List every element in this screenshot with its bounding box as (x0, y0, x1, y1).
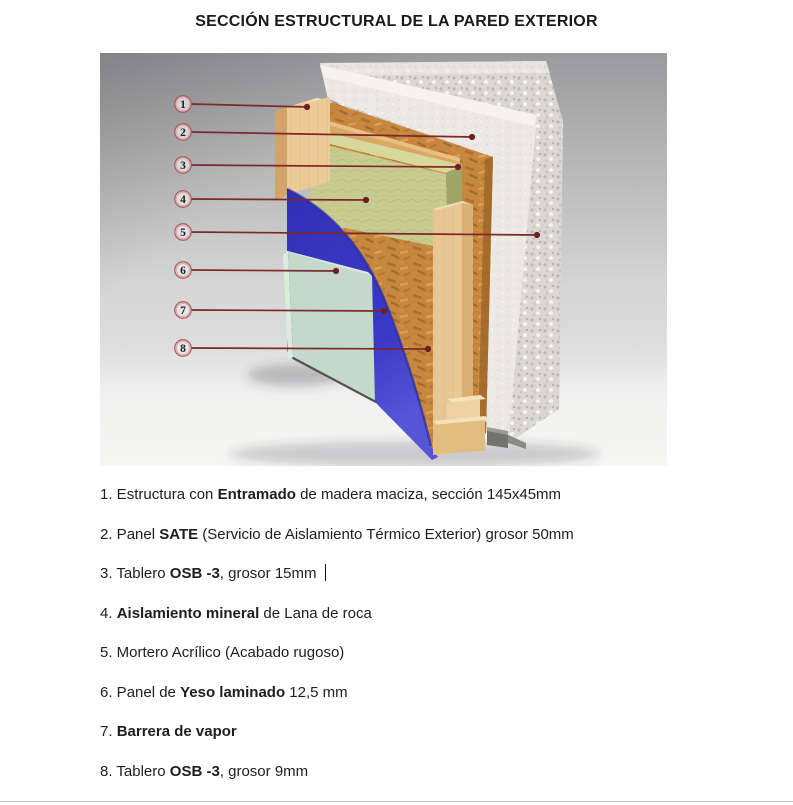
callout-endpoint-dot (333, 268, 339, 274)
legend-item-number: 7. (100, 723, 113, 740)
legend-item-8[interactable] (100, 760, 720, 784)
callout-number: 8 (180, 343, 186, 356)
callout-leader-line (191, 199, 366, 200)
callout-endpoint-dot (425, 346, 431, 352)
legend-item-text: , grosor 9mm (219, 762, 309, 780)
legend-item-number: 2. (100, 525, 113, 543)
callout-endpoint-dot (469, 134, 475, 140)
legend-item-number: 5. (100, 644, 113, 661)
callout-number: 6 (180, 265, 186, 278)
callout-number: 3 (180, 160, 186, 173)
legend-item-3[interactable] (100, 562, 720, 586)
legend-item-text: Panel de (112, 683, 181, 701)
callout-endpoint-dot (381, 308, 387, 314)
callout-endpoint-dot (455, 164, 461, 170)
callout-number: 2 (180, 127, 186, 140)
legend-item-text: de madera maciza, sección 145x45mm (295, 486, 562, 503)
legend-item-term: Entramado (217, 486, 296, 503)
legend-item-text: 12,5 mm (285, 683, 348, 701)
callout-leader-line (191, 348, 428, 349)
legend-item-text: , grosor 15mm (219, 565, 321, 582)
legend-item-text: Tablero (112, 565, 170, 582)
legend-item-1[interactable] (100, 483, 720, 507)
legend-item-5[interactable] (100, 641, 720, 665)
legend-item-2[interactable] (100, 523, 720, 547)
callout-number: 1 (180, 99, 186, 112)
legend-item-number: 6. (100, 683, 113, 701)
wall-section-figure[interactable] (100, 53, 667, 466)
legend-item-term: SATE (159, 525, 199, 543)
callout-endpoint-dot (534, 232, 540, 238)
legend-item-text: (Servicio de Aislamiento Térmico Exterior) grosor 50mm (198, 525, 574, 543)
document-title[interactable]: SECCIÓN ESTRUCTURAL DE LA PARED EXTERIOR (195, 13, 598, 30)
legend-item-text: de Lana de roca (259, 604, 372, 622)
callout-endpoint-dot (363, 197, 369, 203)
wall-shadow (230, 441, 600, 466)
legend-item-text: Estructura con (112, 486, 218, 503)
callout-number: 4 (180, 194, 186, 207)
legend-item-text: Mortero Acrílico (Acabado rugoso) (112, 644, 345, 661)
callout-number: 7 (180, 305, 186, 318)
legend-item-number: 8. (100, 762, 113, 780)
legend-item-term: OSB -3 (169, 762, 220, 780)
legend-item-text: Tablero (112, 762, 170, 780)
legend-item-number: 1. (100, 486, 113, 503)
legend-item-term: Aislamiento mineral (116, 604, 260, 622)
text-cursor (325, 564, 327, 581)
legend-item-6[interactable] (100, 681, 720, 705)
callout-leader-line (191, 270, 336, 271)
legend-item-7[interactable] (100, 720, 720, 744)
legend-item-number: 3. (100, 565, 113, 582)
legend-item-term: Barrera de vapor (116, 723, 237, 740)
legend-item-term: OSB -3 (169, 565, 220, 582)
wall-section-illustration (100, 53, 667, 466)
callout-leader-line (191, 310, 384, 311)
legend-item-4[interactable] (100, 602, 720, 626)
page-bottom-rule (0, 801, 793, 802)
callout-number: 5 (180, 227, 186, 240)
legend-item-term: Yeso laminado (180, 683, 286, 701)
callout-endpoint-dot (304, 104, 310, 110)
legend-item-text: Panel (112, 525, 160, 543)
legend-list (100, 483, 720, 799)
legend-item-number: 4. (100, 604, 113, 622)
